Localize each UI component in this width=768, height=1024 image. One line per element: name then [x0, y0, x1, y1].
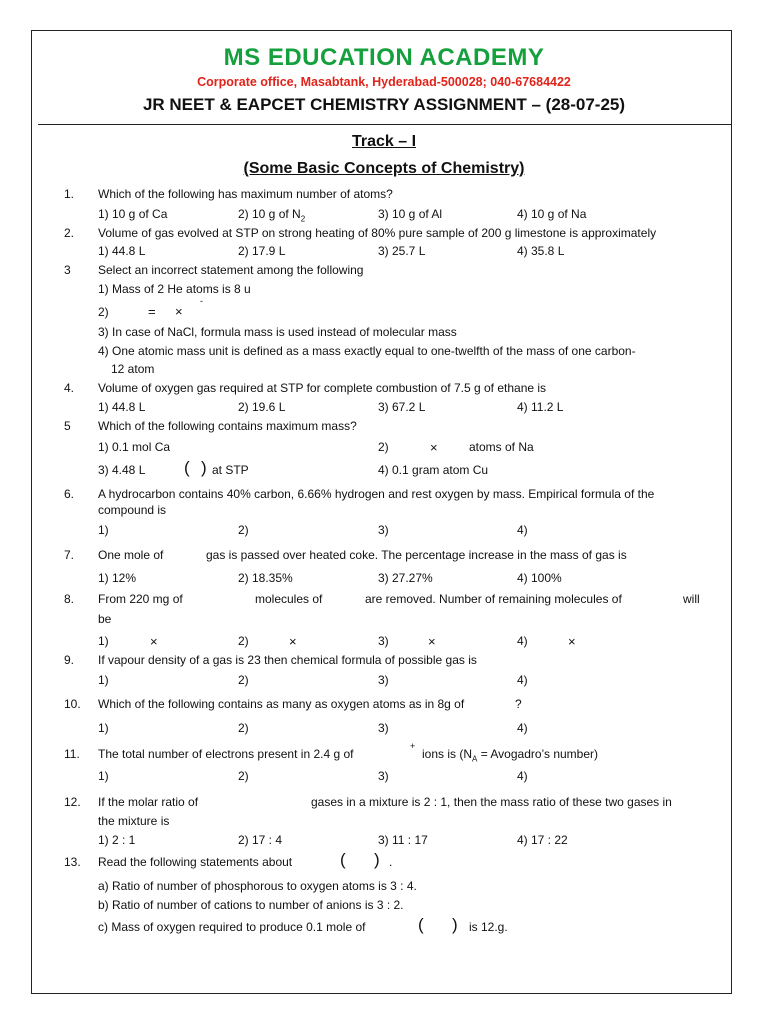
open-paren: ( [340, 850, 346, 869]
option: 4) 17 : 22 [517, 833, 568, 847]
option: 2) [238, 634, 249, 648]
assignment-title: JR NEET & EAPCET CHEMISTRY ASSIGNMENT – (28-07-25) [142, 95, 626, 114]
option: 1) [98, 673, 109, 687]
option: 1) [98, 721, 109, 735]
option: 2) 10 g of $N_2$ [238, 207, 306, 224]
option: 4) [517, 634, 528, 648]
times-symbol: × [289, 634, 297, 649]
statement-tail: is 12.g. [469, 920, 508, 934]
question-text: will [683, 592, 700, 606]
option: 4) [517, 721, 528, 735]
header-divider [38, 124, 731, 125]
question-number: 13. [64, 855, 81, 869]
option: 2) 19.6 L [238, 400, 286, 414]
statement: 3) In case of NaCl, formula mass is used instead of molecular mass [98, 325, 457, 339]
question-text: Which of the following contains as many as oxygen atoms as in 8g of [98, 697, 465, 711]
question-text: If the molar ratio of [98, 795, 199, 809]
option: 4) 100% [517, 571, 562, 585]
question-number: 1. [64, 187, 75, 201]
times-symbol: × [150, 634, 158, 649]
question-number: 3 [64, 263, 71, 277]
question-text-continuation: be [98, 612, 112, 626]
open-paren: ( [418, 915, 424, 934]
option: 4) 11.2 L [517, 400, 564, 414]
option: 1) [98, 523, 109, 537]
option: 3) 11 : 17 [378, 833, 428, 847]
question-number: 5 [64, 419, 71, 433]
question-number: 11. [64, 747, 80, 761]
question-text: The total number of electrons present in 2.4 g of [98, 747, 354, 761]
question-text: ions is ($N_A$ = Avogadro’s number) [422, 747, 599, 764]
close-paren: ) [374, 850, 380, 869]
question-text-continuation: compound is [98, 503, 167, 517]
chapter-title: (Some Basic Concepts of Chemistry) [243, 160, 525, 177]
superscript-plus: + [410, 741, 416, 751]
option: 4) [517, 769, 528, 783]
equals-symbol: = [148, 304, 156, 319]
option: 1) [98, 634, 109, 648]
question-text: From 220 mg of [98, 592, 183, 606]
option: 1) 12% [98, 571, 137, 585]
option: 1) 2 : 1 [98, 833, 136, 847]
option: 2) [238, 769, 249, 783]
option: 4) 0.1 gram atom Cu [378, 463, 489, 477]
close-paren: ) [452, 915, 458, 934]
question-text: Read the following statements about [98, 855, 293, 869]
question-text: Volume of gas evolved at STP on strong heating of 80% pure sample of 200 g limestone is approximately [98, 226, 657, 240]
statement: 4) One atomic mass unit is defined as a mass exactly equal to one-twelfth of the mass of one carbon- [98, 344, 636, 358]
option: 4) 35.8 L [517, 244, 565, 258]
option: 4) [517, 523, 528, 537]
question-number: 10. [64, 697, 81, 711]
option: 3) 4.48 L [98, 463, 146, 477]
question-text: gases in a mixture is 2 : 1, then the mass ratio of these two gases in [311, 795, 672, 809]
question-mark: ? [515, 697, 522, 711]
option: 3) 67.2 L [378, 400, 426, 414]
option: 3) [378, 769, 389, 783]
track-title: Track – I [351, 133, 417, 150]
option: 2) [238, 523, 249, 537]
question-text: Which of the following has maximum number of atoms? [98, 187, 393, 201]
option: 1) 44.8 L [98, 400, 146, 414]
option-text: at STP [212, 463, 249, 477]
question-text: If vapour density of a gas is 23 then chemical formula of possible gas is [98, 653, 477, 667]
question-number: 12. [64, 795, 81, 809]
question-text: Select an incorrect statement among the following [98, 263, 364, 277]
period: . [389, 855, 393, 869]
option: 2) [238, 673, 249, 687]
statement-continuation: 12 atom [111, 362, 155, 376]
option: 1) 44.8 L [98, 244, 146, 258]
statement: b) Ratio of number of cations to number of anions is 3 : 2. [98, 898, 404, 912]
option: 3) 25.7 L [378, 244, 426, 258]
question-text-continuation: the mixture is [98, 814, 170, 828]
question-text: are removed. Number of remaining molecules of [365, 592, 622, 606]
corporate-office: Corporate office, Masabtank, Hyderabad-500028; 040-67684422 [197, 75, 571, 89]
question-number: 4. [64, 381, 75, 395]
option: 3) [378, 673, 389, 687]
question-number: 7. [64, 548, 75, 562]
question-number: 6. [64, 487, 75, 501]
statement: c) Mass of oxygen required to produce 0.1 mole of [98, 920, 366, 934]
option: 3) 10 g of Al [378, 207, 443, 221]
option: 1) [98, 769, 109, 783]
option: 2) [238, 721, 249, 735]
superscript-minus: - [200, 296, 203, 306]
question-text: One mole of [98, 548, 164, 562]
question-text: A hydrocarbon contains 40% carbon, 6.66% hydrogen and rest oxygen by mass. Empirical formula of the [98, 487, 655, 501]
option: 3) [378, 634, 389, 648]
option: 4) 10 g of Na [517, 207, 587, 221]
option: 2) 18.35% [238, 571, 293, 585]
question-number: 2. [64, 226, 75, 240]
times-symbol: × [175, 304, 183, 319]
close-paren: ) [201, 458, 207, 477]
option: 3) 27.27% [378, 571, 433, 585]
times-symbol: × [430, 440, 438, 455]
statement: a) Ratio of number of phosphorous to oxygen atoms is 3 : 4. [98, 879, 417, 893]
question-text: molecules of [255, 592, 323, 606]
open-paren: ( [184, 458, 190, 477]
option: 3) [378, 523, 389, 537]
question-number: 9. [64, 653, 75, 667]
statement: 1) Mass of 2 He atoms is 8 u [98, 282, 251, 296]
question-text: Which of the following contains maximum mass? [98, 419, 357, 433]
option: 1) 0.1 mol Ca [98, 440, 171, 454]
academy-name: MS EDUCATION ACADEMY [223, 44, 545, 71]
option-text: atoms of Na [469, 440, 534, 454]
statement: 2) [98, 305, 109, 319]
option: 4) [517, 673, 528, 687]
option: 1) 10 g of Ca [98, 207, 168, 221]
times-symbol: × [428, 634, 436, 649]
option: 3) [378, 721, 389, 735]
times-symbol: × [568, 634, 576, 649]
question-number: 8. [64, 592, 75, 606]
option: 2) 17.9 L [238, 244, 286, 258]
question-text: gas is passed over heated coke. The percentage increase in the mass of gas is [206, 548, 627, 562]
option: 2) [378, 440, 389, 454]
question-text: Volume of oxygen gas required at STP for complete combustion of 7.5 g of ethane is [98, 381, 547, 395]
option: 2) 17 : 4 [238, 833, 283, 847]
